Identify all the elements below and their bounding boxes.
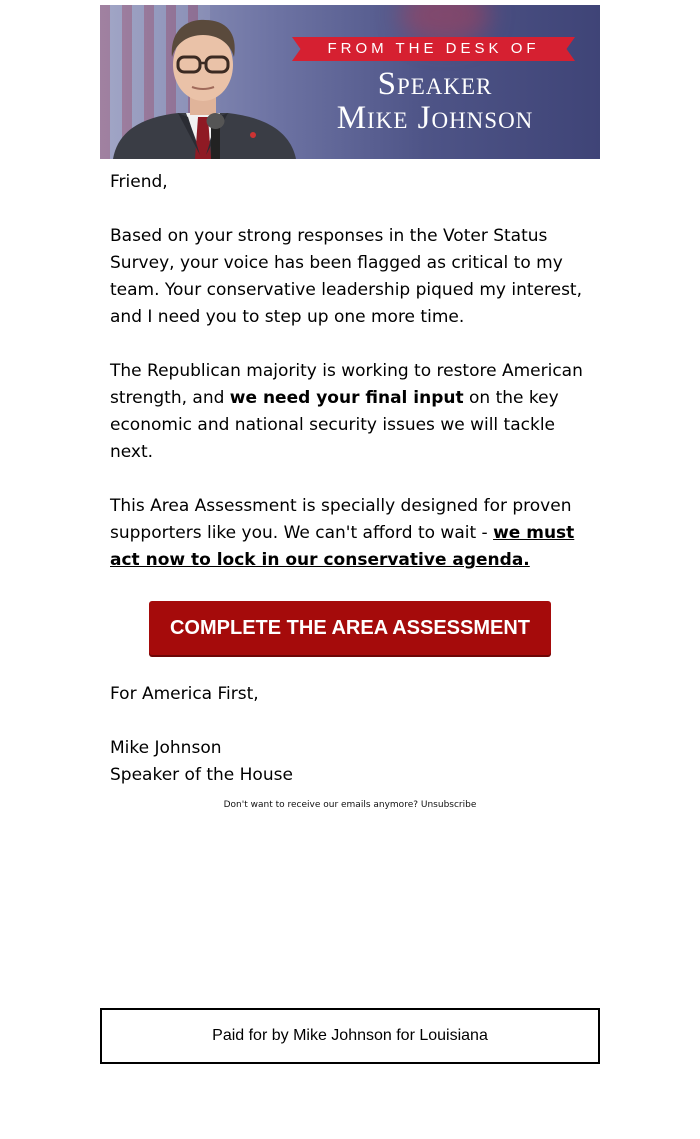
cta-wrapper [110, 601, 590, 655]
header-banner [100, 5, 600, 159]
speaker-title-line2: Mike Johnson [336, 100, 534, 136]
speaker-title [300, 67, 570, 135]
complete-assessment-button[interactable]: COMPLETE THE AREA ASSESSMENT [149, 601, 551, 655]
unsubscribe-link[interactable]: Unsubscribe [420, 800, 477, 810]
closing: For America First, [110, 684, 259, 704]
signature-name: Mike Johnson [110, 738, 222, 758]
signature [110, 681, 590, 789]
speaker-portrait-image [108, 5, 298, 159]
speaker-title-line1: Speaker [377, 66, 493, 102]
paragraph-3-start: This Area Assessment is specially designed for proven supporters like you. We can't afford to wait - [110, 496, 572, 543]
paid-for-disclaimer: Paid for by Mike Johnson for Louisiana [100, 1008, 600, 1064]
desk-ribbon-text: FROM THE DESK OF [327, 40, 540, 57]
act-now-link[interactable]: we must act now to lock in our conservative agenda. [110, 523, 575, 570]
paragraph-2-start: The Republican majority is working to restore American strength, and [110, 361, 583, 408]
paragraph-1: Based on your strong responses in the Voter Status Survey, your voice has been flagged as critical to my team. Your conservative leadership piqued my interest, and I need you to step up one more time. [110, 226, 582, 327]
unsubscribe-prompt: Don't want to receive our emails anymore? [223, 800, 419, 810]
paragraph-2-bold: we need your final input [229, 388, 464, 408]
paragraph-2-end: on the key economic and national security issues we will tackle next. [110, 388, 559, 462]
signature-role: Speaker of the House [110, 765, 293, 785]
email-container [100, 5, 600, 789]
paragraph-2 [110, 358, 590, 466]
unsubscribe-line [100, 800, 600, 810]
paragraph-3 [110, 493, 590, 574]
email-body [100, 159, 600, 789]
greeting: Friend, [110, 172, 168, 192]
